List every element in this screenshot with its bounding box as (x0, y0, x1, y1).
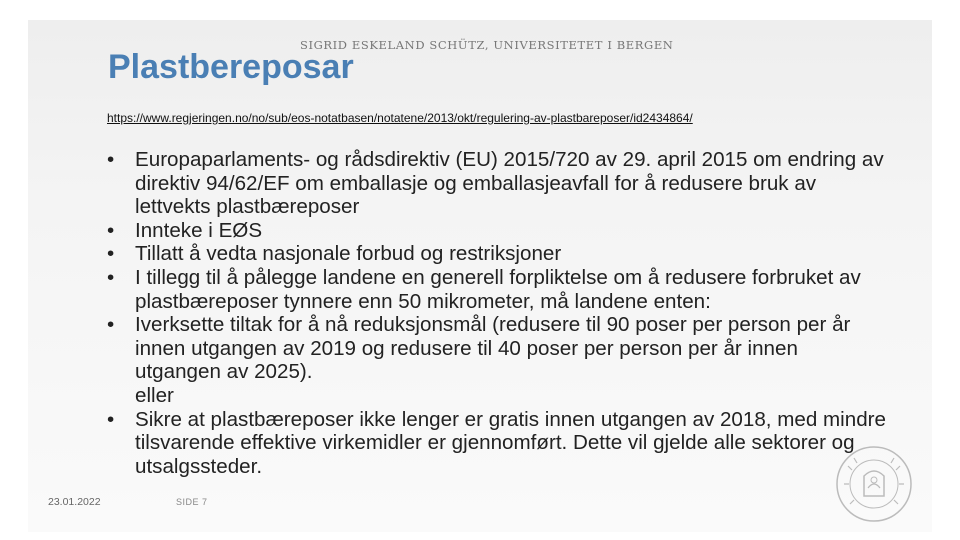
bullet-item: • Sikre at plastbæreposer ikke lenger er gratis innen utgangen av 2018, med mindre tilsvarende effektive virkemidler er gjennomført. Dette vil gjelde alle sektorer og utsalgssteder. (107, 408, 887, 479)
source-link[interactable]: https://www.regjeringen.no/no/sub/eos-notatbasen/notatene/2013/okt/regulering-av-plastbareposer/id2434864/ (107, 111, 693, 125)
bullet-item: • Innteke i EØS (107, 219, 887, 243)
footer-page-number: SIDE 7 (176, 497, 208, 507)
footer-date: 23.01.2022 (48, 496, 101, 508)
bullet-item: • I tillegg til å pålegge landene en generell forpliktelse om å redusere forbruket av plastbæreposer tynnere enn 50 mikrometer, må landene enten: (107, 266, 887, 313)
bullet-item: • Iverksette tiltak for å nå reduksjonsmål (redusere til 90 poser per person per år innen utgangen av 2019 og redusere til 40 poser per person per år innen utgangen av 2025). (107, 313, 887, 384)
slide-author-header: SIGRID ESKELAND SCHÜTZ, UNIVERSITETET I BERGEN (300, 38, 674, 52)
bullet-list (107, 148, 887, 478)
bullet-connector-text: eller (135, 383, 174, 407)
university-seal-icon (834, 444, 914, 524)
bullet-item: • Europaparlaments- og rådsdirektiv (EU) 2015/720 av 29. april 2015 om endring av direktiv 94/62/EF om emballasje og emballasjeavfall for å redusere bruk av lettvekts plastbæreposer (107, 148, 887, 219)
slide-title: Plastbereposar (108, 48, 354, 86)
bullet-item: • Tillatt å vedta nasjonale forbud og restriksjoner (107, 242, 887, 266)
